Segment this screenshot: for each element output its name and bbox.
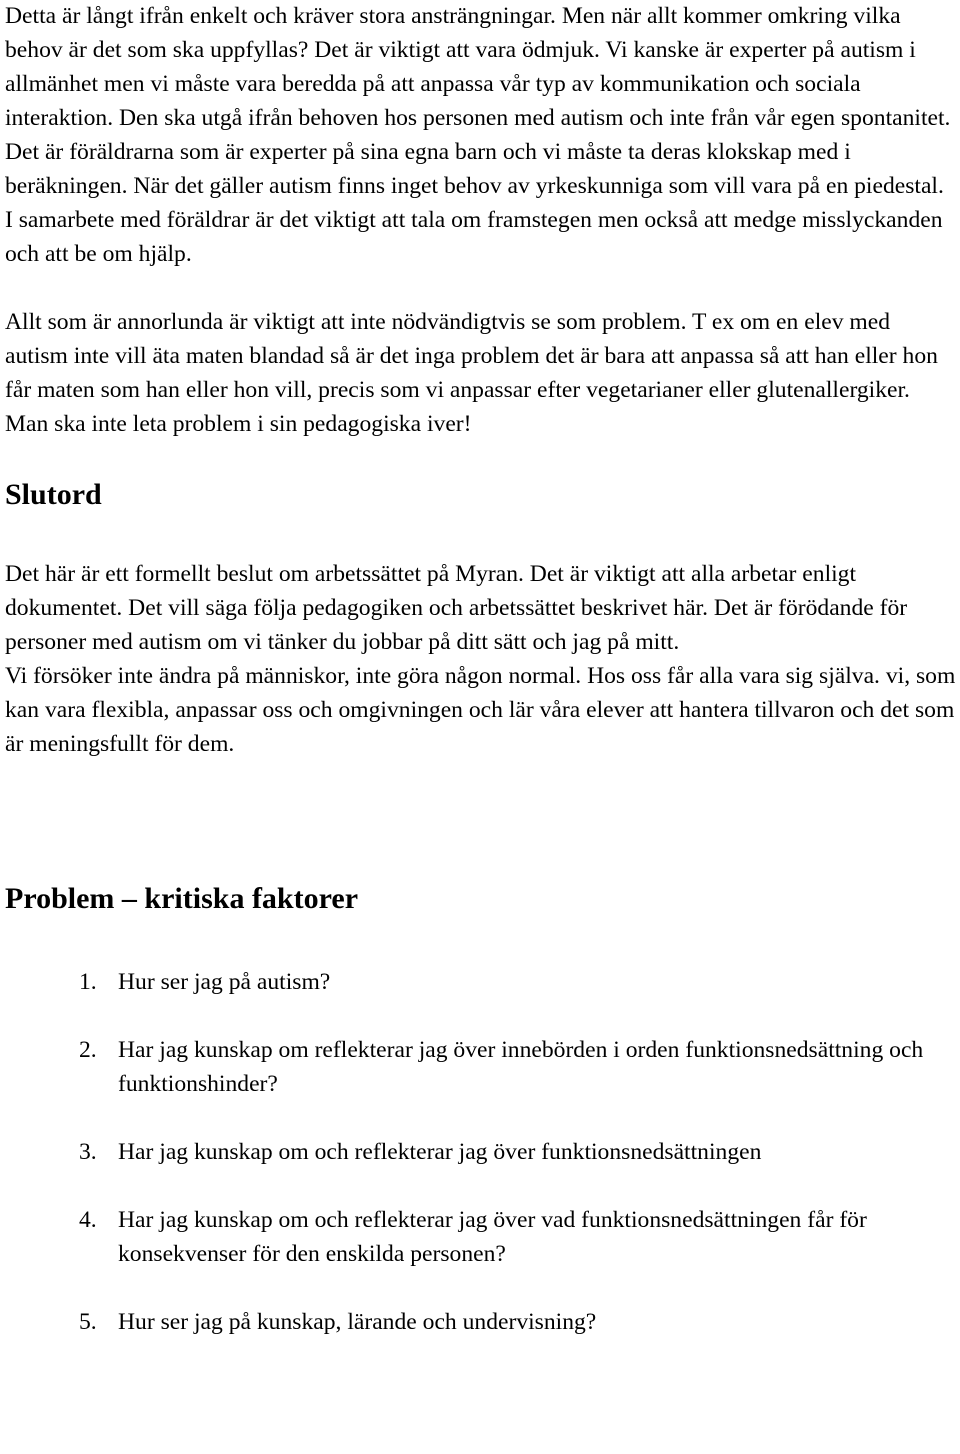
critical-factors-list [5,965,957,1339]
list-number: 3. [79,1139,97,1165]
list-number: 5. [79,1309,97,1335]
heading-slutord: Slutord [5,478,102,511]
heading-critical-factors: Problem – kritiska faktorer [5,882,359,915]
list-item-text: Har jag kunskap om och reflekterar jag över vad funktionsnedsättningen får för konsekvenser för den enskilda personen? [118,1207,867,1267]
paragraph-differences-not-problems: Allt som är annorlunda är viktigt att inte nödvändigtvis se som problem. T ex om en elev med autism inte vill äta maten blandad så är det inga problem det är bara att anpassa så att han eller hon får maten som han eller hon vill, precis som vi anpassar efter vegetarianer eller glutenallergiker. Man ska inte leta problem i sin pedagogiska iver! [5,309,938,437]
list-item [5,1305,957,1339]
document-page [5,0,957,1373]
list-item [5,1033,957,1101]
list-item-text: Hur ser jag på autism? [118,969,331,995]
list-item [5,1203,957,1271]
paragraph-autism-humility: Detta är långt ifrån enkelt och kräver stora ansträngningar. Men när allt kommer omkring vilka behov är det som ska uppfyllas? Det är viktigt att vara ödmjuk. Vi kanske är experter på autism i allmänhet men vi måste vara beredda på att anpassa vår typ av kommunikation och sociala interaktion. Den ska utgå ifrån behoven hos personen med autism och inte från vår egen spontanitet. Det är föräldrarna som är experter på sina egna barn och vi måste ta deras klokskap med i beräkningen. När det gäller autism finns inget behov av yrkeskunniga som vill vara på en piedestal. I samarbete med föräldrar är det viktigt att tala om framstegen men också att medge misslyckanden och att be om hjälp. [5,3,951,267]
list-number: 4. [79,1207,97,1233]
list-item-text: Har jag kunskap om och reflekterar jag över funktionsnedsättningen [118,1139,762,1165]
list-number: 1. [79,969,97,995]
list-number: 2. [79,1037,97,1063]
list-item-text: Hur ser jag på kunskap, lärande och undervisning? [118,1309,597,1335]
paragraph-acceptance: Vi försöker inte ändra på människor, inte göra någon normal. Hos oss får alla vara sig själva. vi, som kan vara flexibla, anpassar oss och omgivningen och lär våra elever att hantera tillvaron och det som är meningsfullt för dem. [5,663,956,757]
list-item-text: Har jag kunskap om reflekterar jag över innebörden i orden funktionsnedsättning och funktionshinder? [118,1037,924,1097]
list-item [5,1135,957,1169]
paragraph-formal-decision: Det här är ett formellt beslut om arbetssättet på Myran. Det är viktigt att alla arbetar enligt dokumentet. Det vill säga följa pedagogiken och arbetssättet beskrivet här. Det är förödande för personer med autism om vi tänker du jobbar på ditt sätt och jag på mitt. [5,561,908,655]
list-item [5,965,957,999]
